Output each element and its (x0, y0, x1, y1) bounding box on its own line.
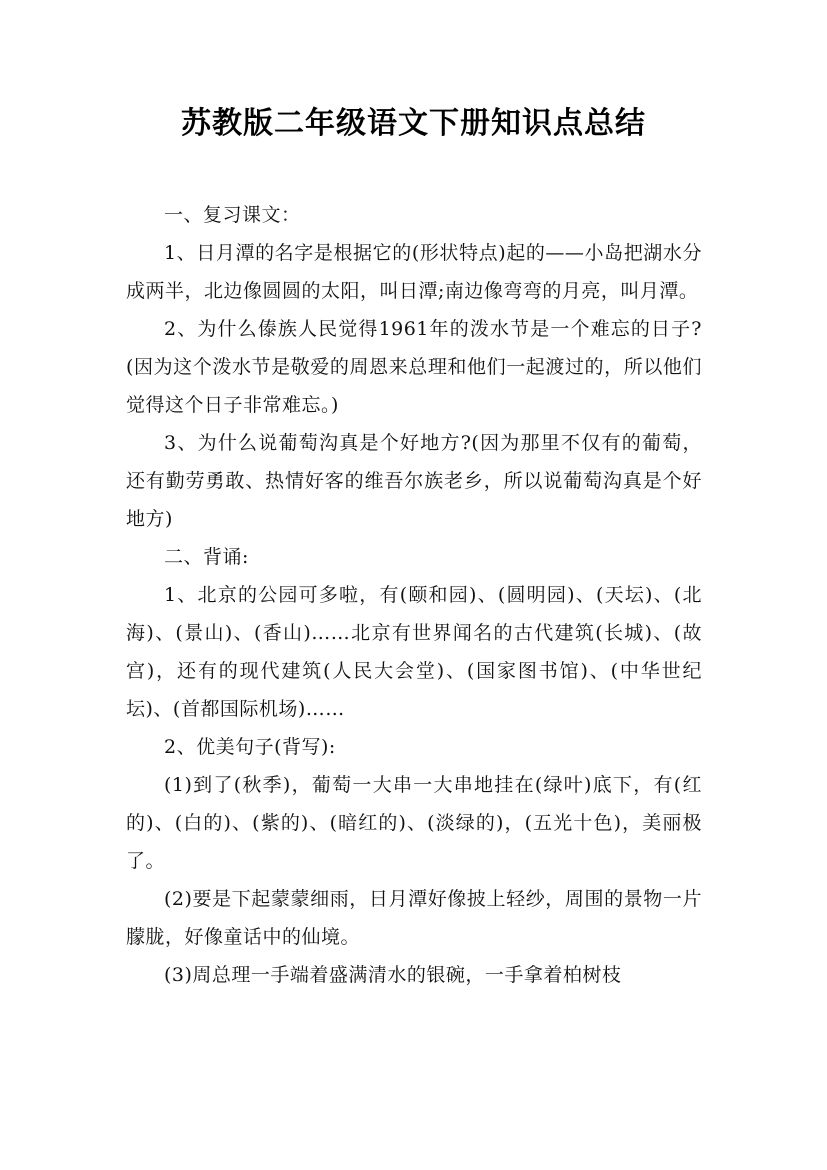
paragraph-grape-valley: 3、为什么说葡萄沟真是个好地方?(因为那里不仅有的葡萄，还有勤劳勇敢、热情好客的维吾尔族老乡，所以说葡萄沟真是个好地方) (126, 432, 702, 530)
paragraph-sentence-2: (2)要是下起蒙蒙细雨，日月潭好像披上轻纱，周围的景物一片朦胧，好像童话中的仙境。 (126, 888, 702, 948)
paragraph-beijing-parks: 1、北京的公园可多啦，有(颐和园)、(圆明园)、(天坛)、(北海)、(景山)、(香山)……北京有世界闻名的古代建筑(长城)、(故宫)，还有的现代建筑(人民大会堂)、(国家图书馆)、(中华世纪坛)、(首都国际机场)…… (126, 584, 702, 720)
document-title: 苏教版二年级语文下册知识点总结 (181, 106, 646, 141)
paragraph-sentence-3: (3)周总理一手端着盛满清水的银碗，一手拿着柏树枝 (164, 964, 622, 986)
paragraph-riyuetan: 1、日月潭的名字是根据它的(形状特点)起的——小岛把湖水分成两半，北边像圆圆的太阳，叫日潭;南边像弯弯的月亮，叫月潭。 (126, 242, 702, 302)
section-heading-review: 一、复习课文： (164, 204, 301, 226)
subheading-beautiful-sentences: 2、优美句子(背写): (164, 736, 336, 758)
paragraph-sentence-1: (1)到了(秋季)，葡萄一大串一大串地挂在(绿叶)底下，有(红的)、(白的)、(紫的)、(暗红的)、(淡绿的)，(五光十色)，美丽极了。 (126, 774, 702, 872)
document-body (126, 196, 702, 994)
paragraph-water-festival: 2、为什么傣族人民觉得1961年的泼水节是一个难忘的日子?(因为这个泼水节是敬爱的周恩来总理和他们一起渡过的，所以他们觉得这个日子非常难忘。) (126, 318, 702, 416)
section-heading-recite: 二、背诵: (164, 546, 249, 568)
